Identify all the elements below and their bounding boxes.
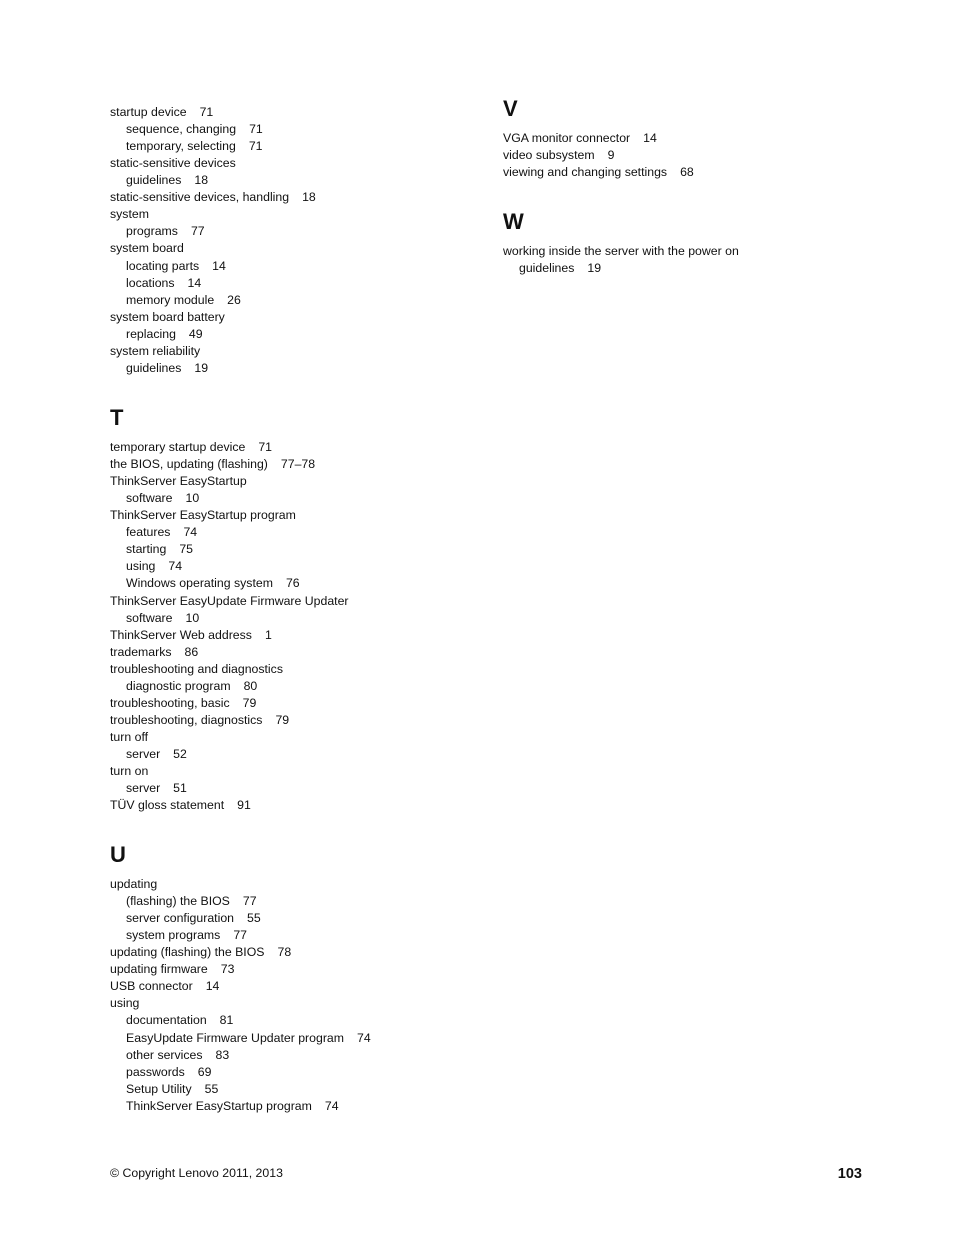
index-entry — [110, 240, 184, 257]
index-term: replacing — [126, 326, 176, 341]
index-page-ref: 77 — [242, 894, 257, 908]
index-entry — [110, 797, 251, 814]
index-subentry — [126, 1081, 218, 1098]
index-page-ref: 71 — [199, 105, 214, 119]
index-term: ThinkServer EasyStartup program — [110, 508, 296, 523]
index-entry — [110, 627, 272, 644]
index-entry — [503, 243, 739, 260]
index-term: locations — [126, 275, 175, 290]
index-entry — [503, 147, 614, 164]
index-page-ref: 14 — [212, 258, 226, 273]
index-subentry — [126, 1047, 229, 1064]
index-term: startup device — [110, 105, 187, 119]
index-subentry — [126, 780, 187, 797]
index-term: system reliability — [110, 343, 201, 358]
index-subentry — [519, 260, 601, 277]
index-page-ref: 19 — [194, 360, 209, 375]
index-term: (flashing) the BIOS — [126, 894, 230, 908]
index-page-ref: 71 — [248, 139, 263, 154]
index-term: documentation — [126, 1013, 207, 1028]
index-term: Setup Utility — [126, 1081, 192, 1096]
index-entry — [110, 995, 139, 1012]
index-subentry — [126, 746, 187, 763]
index-entry — [110, 104, 213, 121]
index-entry — [110, 473, 247, 490]
index-page-ref: 77 — [233, 928, 247, 943]
index-page-ref: 52 — [173, 746, 187, 761]
index-entry — [110, 309, 225, 326]
index-term: software — [126, 491, 173, 506]
index-subentry — [126, 275, 201, 292]
index-term: system programs — [126, 928, 221, 943]
index-term: troubleshooting and diagnostics — [110, 661, 283, 676]
index-term: server — [126, 781, 161, 795]
index-term: updating (flashing) the BIOS — [110, 945, 265, 960]
index-subentry — [126, 223, 205, 240]
index-term: passwords — [126, 1064, 185, 1079]
index-term: TÜV gloss statement — [110, 798, 225, 812]
index-term: EasyUpdate Firmware Updater program — [126, 1030, 345, 1045]
index-page-ref: 78 — [277, 945, 292, 960]
index-subentry — [126, 1030, 371, 1047]
index-entry — [110, 593, 349, 610]
section-letter-v: V — [503, 96, 518, 121]
index-subentry — [126, 927, 247, 944]
index-page-ref: 14 — [187, 275, 202, 290]
index-subentry — [126, 524, 197, 541]
index-term: Windows operating system — [126, 576, 273, 591]
index-page-ref: 19 — [587, 261, 602, 276]
index-page-ref: 77 — [190, 224, 205, 239]
index-page-ref: 68 — [680, 165, 694, 180]
index-term: other services — [126, 1047, 203, 1062]
index-subentry — [126, 541, 193, 558]
index-term: updating — [110, 877, 158, 891]
index-entry — [110, 961, 234, 978]
index-term: turn on — [110, 764, 149, 778]
index-entry — [110, 644, 198, 661]
index-page-ref: 76 — [285, 576, 300, 591]
index-term: turn off — [110, 729, 149, 744]
index-term: working inside the server with the power on — [503, 244, 739, 258]
index-page-ref: 14 — [643, 131, 657, 145]
index-page-ref: 74 — [357, 1030, 371, 1045]
index-entry — [110, 343, 200, 360]
index-subentry — [126, 138, 263, 155]
index-term: static-sensitive devices — [110, 156, 236, 171]
index-term: USB connector — [110, 979, 193, 994]
index-entry — [110, 507, 296, 524]
index-page-ref: 55 — [204, 1081, 219, 1096]
index-subentry — [126, 558, 182, 575]
index-term: static-sensitive devices, handling — [110, 190, 290, 205]
index-term: trademarks — [110, 644, 172, 659]
index-entry — [503, 130, 657, 147]
index-page-ref: 81 — [219, 1013, 234, 1028]
index-page-ref: 74 — [168, 559, 183, 574]
index-term: ThinkServer Web address — [110, 627, 252, 642]
index-term: programs — [126, 224, 178, 239]
index-subentry — [126, 490, 199, 507]
index-page-ref: 79 — [275, 712, 290, 727]
index-entry — [110, 712, 289, 729]
index-subentry — [126, 360, 208, 377]
index-term: diagnostic program — [126, 678, 231, 693]
index-page-ref: 55 — [247, 911, 261, 926]
index-entry — [110, 189, 316, 206]
index-subentry — [126, 1012, 233, 1029]
index-page-ref: 79 — [242, 695, 257, 710]
section-letter-w: W — [503, 209, 524, 234]
index-page-ref: 86 — [184, 644, 199, 659]
index-subentry — [126, 1098, 339, 1115]
index-page-ref: 75 — [179, 542, 194, 557]
index-term: troubleshooting, basic — [110, 695, 230, 710]
index-page-ref: 83 — [215, 1047, 230, 1062]
index-subentry — [126, 326, 203, 343]
index-page-ref: 14 — [205, 979, 220, 994]
index-page-ref: 26 — [227, 292, 241, 307]
index-term: system board battery — [110, 309, 225, 324]
index-page-ref: 71 — [249, 122, 263, 136]
index-term: the BIOS, updating (flashing) — [110, 457, 268, 472]
index-page-ref: 1 — [264, 627, 272, 642]
index-page-ref: 51 — [173, 781, 187, 795]
index-term: VGA monitor connector — [503, 131, 631, 145]
index-subentry — [126, 258, 226, 275]
index-entry — [110, 695, 256, 712]
index-subentry — [126, 678, 257, 695]
index-term: ThinkServer EasyUpdate Firmware Updater — [110, 593, 349, 608]
index-page-ref: 9 — [607, 148, 615, 163]
index-entry — [110, 155, 236, 172]
index-term: server configuration — [126, 911, 234, 926]
index-entry — [110, 439, 272, 456]
index-term: using — [110, 996, 140, 1011]
index-term: using — [126, 559, 156, 574]
index-term: viewing and changing settings — [503, 165, 668, 180]
index-page-ref: 71 — [258, 440, 273, 454]
index-term: temporary, selecting — [126, 139, 236, 154]
index-page-ref: 49 — [188, 326, 203, 341]
index-term: system — [110, 207, 149, 222]
index-page-ref: 18 — [302, 190, 316, 205]
index-subentry — [126, 910, 261, 927]
index-subentry — [126, 893, 257, 910]
index-entry — [110, 206, 149, 223]
index-term: ThinkServer EasyStartup program — [126, 1098, 312, 1113]
index-page-ref: 69 — [197, 1064, 212, 1079]
index-page-ref: 77–78 — [280, 457, 316, 472]
index-term: temporary startup device — [110, 440, 246, 454]
index-entry — [110, 978, 219, 995]
index-term: video subsystem — [503, 148, 595, 163]
index-term: sequence, changing — [126, 122, 237, 136]
index-term: features — [126, 525, 171, 540]
index-term: server — [126, 746, 161, 761]
index-subentry — [126, 292, 241, 309]
index-term: guidelines — [126, 360, 182, 375]
section-letter-u: U — [110, 842, 126, 867]
index-entry — [110, 456, 315, 473]
index-term: locating parts — [126, 258, 200, 273]
index-term: troubleshooting, diagnostics — [110, 712, 263, 727]
section-letter-t: T — [110, 405, 124, 430]
index-entry — [110, 729, 148, 746]
index-entry — [503, 164, 694, 181]
index-page-ref: 91 — [237, 798, 251, 812]
index-entry — [110, 661, 283, 678]
index-subentry — [126, 172, 208, 189]
index-term: updating firmware — [110, 962, 208, 977]
index-term: guidelines — [519, 261, 575, 276]
index-term: starting — [126, 542, 167, 557]
index-page-ref: 73 — [220, 962, 235, 977]
index-entry — [110, 944, 291, 961]
index-term: memory module — [126, 292, 215, 307]
index-page-ref: 10 — [185, 491, 200, 506]
index-page-ref: 74 — [183, 525, 198, 540]
index-term: software — [126, 610, 173, 625]
index-term: system board — [110, 241, 184, 256]
page-number: 103 — [837, 1166, 862, 1182]
copyright-notice: © Copyright Lenovo 2011, 2013 — [110, 1166, 283, 1180]
index-subentry — [126, 121, 263, 138]
index-subentry — [126, 1064, 211, 1081]
index-term: guidelines — [126, 173, 182, 188]
index-page-ref: 74 — [324, 1098, 339, 1113]
index-subentry — [126, 610, 199, 627]
index-page-ref: 18 — [194, 173, 209, 188]
index-page-ref: 80 — [243, 678, 258, 693]
index-page-ref: 10 — [185, 610, 200, 625]
index-entry — [110, 876, 157, 893]
index-subentry — [126, 575, 300, 592]
index-entry — [110, 763, 148, 780]
index-term: ThinkServer EasyStartup — [110, 474, 247, 489]
